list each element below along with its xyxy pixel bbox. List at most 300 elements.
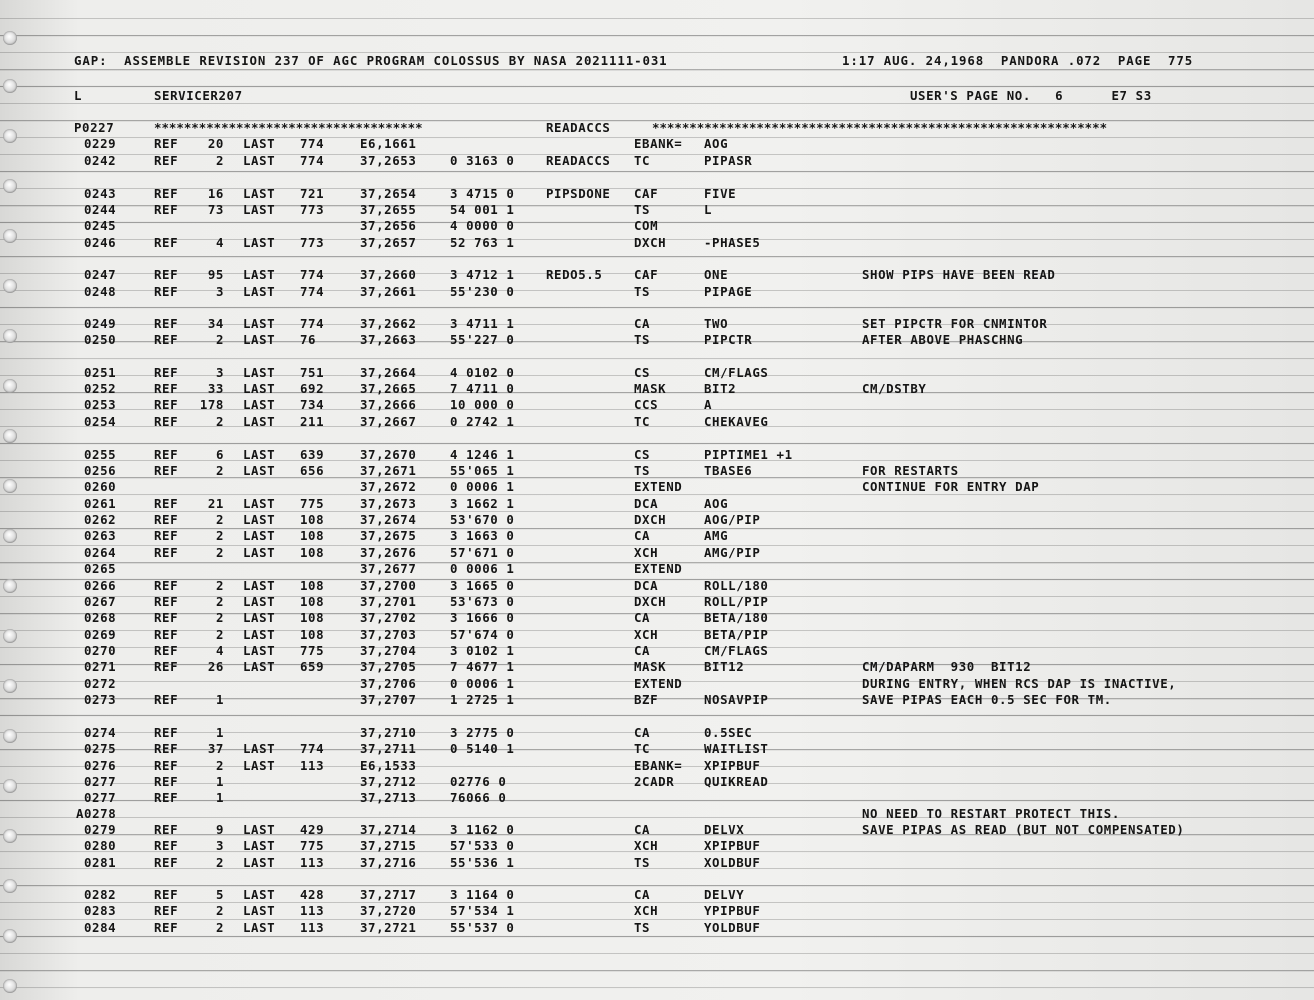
row-line-number: A0278 [76,806,117,821]
header-line-1 [0,53,1314,69]
row-last-page: 108 [300,594,325,609]
row-address: 37,2705 [360,659,417,674]
row-address: 37,2701 [360,594,417,609]
row-ref-count: 73 [207,202,224,217]
listing-row [0,512,1314,528]
row-ref-label: REF [154,627,179,642]
row-last-page: 113 [300,758,325,773]
row-operand: AOG/PIP [704,512,761,527]
row-opcode: CAF [634,186,659,201]
row-octal-word: 3 4712 1 [450,267,515,282]
row-ref-count: 2 [215,610,224,625]
listing-row [0,479,1314,495]
row-ref-count: 1 [215,692,224,707]
row-line-number: 0279 [84,822,117,837]
row-last-page: 113 [300,855,325,870]
listing-row [0,774,1314,790]
row-operand: L [704,202,713,217]
row-comment: FOR RESTARTS [862,463,959,478]
row-octal-word: 0 3163 0 [450,153,515,168]
row-line-number: 0245 [84,218,117,233]
row-last-label: LAST [243,758,276,773]
row-octal-word: 55'065 1 [450,463,515,478]
listing-row [0,397,1314,413]
row-last-label: LAST [243,136,276,151]
row-opcode: DXCH [634,235,667,250]
row-operand: BIT2 [704,381,737,396]
row-ref-count: 37 [207,741,224,756]
banner-line [0,120,1314,136]
row-operand: BETA/PIP [704,627,769,642]
row-last-label: LAST [243,741,276,756]
row-opcode: EBANK= [634,758,683,773]
row-operand: 0.5SEC [704,725,753,740]
row-last-label: LAST [243,838,276,853]
row-operand: AOG [704,496,729,511]
row-opcode: MASK [634,381,667,396]
row-line-number: 0243 [84,186,117,201]
row-opcode: MASK [634,659,667,674]
row-line-number: 0268 [84,610,117,625]
row-octal-word: 3 1162 0 [450,822,515,837]
row-last-page: 76 [300,332,317,347]
banner-stars-right: ************************************************************* [652,120,1108,135]
row-ref-count: 21 [207,496,224,511]
row-ref-label: REF [154,136,179,151]
row-last-label: LAST [243,381,276,396]
row-last-label: LAST [243,153,276,168]
row-octal-word: 3 4711 1 [450,316,515,331]
row-address: 37,2665 [360,381,417,396]
row-line-number: 0264 [84,545,117,560]
row-last-page: 734 [300,397,325,412]
row-opcode: DXCH [634,512,667,527]
row-opcode: CA [634,643,651,658]
row-opcode: CA [634,610,651,625]
row-ref-count: 2 [215,153,224,168]
row-operand: YOLDBUF [704,920,761,935]
row-octal-word: 53'673 0 [450,594,515,609]
listing-row [0,316,1314,332]
row-ref-label: REF [154,774,179,789]
row-ref-count: 34 [207,316,224,331]
row-last-label: LAST [243,920,276,935]
row-operand: PIPASR [704,153,753,168]
row-ref-label: REF [154,447,179,462]
row-octal-word: 3 2775 0 [450,725,515,740]
row-octal-word: 4 0000 0 [450,218,515,233]
row-ref-label: REF [154,903,179,918]
row-line-number: 0283 [84,903,117,918]
row-ref-label: REF [154,822,179,837]
row-line-number: 0249 [84,316,117,331]
row-line-number: 0282 [84,887,117,902]
row-opcode: TC [634,414,651,429]
row-octal-word: 0 0006 1 [450,676,515,691]
row-ref-count: 95 [207,267,224,282]
row-last-page: 721 [300,186,325,201]
row-last-page: 108 [300,627,325,642]
listing-row [0,676,1314,692]
row-octal-word: 53'670 0 [450,512,515,527]
row-ref-count: 3 [215,284,224,299]
row-octal-word: 55'230 0 [450,284,515,299]
row-last-page: 774 [300,284,325,299]
row-comment: CM/DSTBY [862,381,927,396]
row-octal-word: 55'537 0 [450,920,515,935]
row-line-number: 0263 [84,528,117,543]
row-symbol-label: PIPSDONE [546,186,611,201]
row-address: 37,2677 [360,561,417,576]
row-symbol-label: READACCS [546,153,611,168]
row-address: 37,2711 [360,741,417,756]
row-last-page: 108 [300,528,325,543]
listing-row [0,790,1314,806]
row-ref-label: REF [154,855,179,870]
row-last-page: 113 [300,903,325,918]
row-last-label: LAST [243,578,276,593]
row-ref-label: REF [154,365,179,380]
row-last-page: 774 [300,136,325,151]
row-ref-count: 2 [215,855,224,870]
row-line-number: 0271 [84,659,117,674]
row-ref-count: 4 [215,643,224,658]
row-ref-count: 2 [215,578,224,593]
row-opcode: CAF [634,267,659,282]
row-operand: PIPAGE [704,284,753,299]
row-last-page: 774 [300,153,325,168]
row-ref-count: 2 [215,627,224,642]
row-last-label: LAST [243,528,276,543]
listing-row [0,758,1314,774]
row-comment: DURING ENTRY, WHEN RCS DAP IS INACTIVE, [862,676,1177,691]
listing-row [0,381,1314,397]
listing-row [0,447,1314,463]
row-address: 37,2714 [360,822,417,837]
row-address: 37,2670 [360,447,417,462]
row-line-number: 0274 [84,725,117,740]
row-operand: ROLL/180 [704,578,769,593]
row-operand: ONE [704,267,729,282]
row-opcode: CCS [634,397,659,412]
row-ref-count: 4 [215,235,224,250]
row-octal-word: 57'533 0 [450,838,515,853]
row-ref-count: 2 [215,414,224,429]
listing-row [0,920,1314,936]
row-comment: SET PIPCTR FOR CNMINTOR [862,316,1048,331]
row-address: 37,2666 [360,397,417,412]
row-octal-word: 55'536 1 [450,855,515,870]
row-address: 37,2676 [360,545,417,560]
row-line-number: 0254 [84,414,117,429]
listing-row [0,332,1314,348]
row-ref-count: 2 [215,512,224,527]
row-last-label: LAST [243,235,276,250]
row-line-number: 0250 [84,332,117,347]
row-octal-word: 57'671 0 [450,545,515,560]
row-line-number: 0284 [84,920,117,935]
row-operand: PIPCTR [704,332,753,347]
row-operand: -PHASE5 [704,235,761,250]
row-ref-count: 2 [215,920,224,935]
row-last-page: 751 [300,365,325,380]
row-opcode: CA [634,316,651,331]
row-address: 37,2653 [360,153,417,168]
row-address: 37,2672 [360,479,417,494]
row-opcode: TC [634,741,651,756]
row-last-page: 774 [300,741,325,756]
row-ref-label: REF [154,267,179,282]
row-opcode: EXTEND [634,676,683,691]
row-operand: XPIPBUF [704,838,761,853]
row-operand: FIVE [704,186,737,201]
row-operand: AOG [704,136,729,151]
row-operand: TWO [704,316,729,331]
banner-title: READACCS [546,120,611,135]
listing-row [0,692,1314,708]
row-ref-label: REF [154,284,179,299]
row-operand: XPIPBUF [704,758,761,773]
row-last-label: LAST [243,496,276,511]
row-last-page: 659 [300,659,325,674]
row-line-number: 0265 [84,561,117,576]
row-octal-word: 3 1666 0 [450,610,515,625]
row-ref-label: REF [154,202,179,217]
row-operand: AMG [704,528,729,543]
row-ref-count: 20 [207,136,224,151]
row-ref-label: REF [154,528,179,543]
row-comment: SAVE PIPAS EACH 0.5 SEC FOR TM. [862,692,1112,707]
row-last-page: 774 [300,316,325,331]
row-octal-word: 55'227 0 [450,332,515,347]
row-last-label: LAST [243,186,276,201]
listing-row [0,528,1314,544]
row-line-number: 0272 [84,676,117,691]
header-timestamp-page: 1:17 AUG. 24,1968 PANDORA .072 PAGE 775 [842,53,1194,68]
listing-row [0,186,1314,202]
row-last-label: LAST [243,627,276,642]
row-address: 37,2673 [360,496,417,511]
row-address: 37,2704 [360,643,417,658]
row-last-label: LAST [243,463,276,478]
row-line-number: 0273 [84,692,117,707]
row-opcode: XCH [634,627,659,642]
row-operand: TBASE6 [704,463,753,478]
row-comment: NO NEED TO RESTART PROTECT THIS. [862,806,1120,821]
row-octal-word: 52 763 1 [450,235,515,250]
row-last-label: LAST [243,822,276,837]
header-assembly-title: GAP: ASSEMBLE REVISION 237 OF AGC PROGRAM COLOSSUS BY NASA 2021111-031 [74,53,668,68]
listing-row [0,594,1314,610]
row-address: E6,1533 [360,758,417,773]
row-ref-count: 178 [199,397,224,412]
row-ref-label: REF [154,887,179,902]
listing-row [0,267,1314,283]
row-ref-label: REF [154,332,179,347]
listing-row [0,136,1314,152]
row-last-page: 775 [300,643,325,658]
row-address: 37,2657 [360,235,417,250]
row-octal-word: 3 1665 0 [450,578,515,593]
row-ref-count: 2 [215,528,224,543]
row-last-page: 639 [300,447,325,462]
row-address: 37,2655 [360,202,417,217]
row-octal-word: 7 4677 1 [450,659,515,674]
row-comment: SHOW PIPS HAVE BEEN READ [862,267,1056,282]
row-opcode: TS [634,855,651,870]
row-operand: BIT12 [704,659,745,674]
row-address: 37,2715 [360,838,417,853]
row-line-number: 0229 [84,136,117,151]
row-last-page: 773 [300,235,325,250]
listing-row [0,153,1314,169]
row-last-page: 108 [300,545,325,560]
row-last-label: LAST [243,887,276,902]
row-last-page: 113 [300,920,325,935]
row-ref-label: REF [154,920,179,935]
row-last-label: LAST [243,332,276,347]
row-operand: QUIKREAD [704,774,769,789]
listing-row [0,855,1314,871]
listing-row [0,218,1314,234]
row-last-page: 108 [300,578,325,593]
row-octal-word: 1 2725 1 [450,692,515,707]
row-address: 37,2675 [360,528,417,543]
row-line-number: 0276 [84,758,117,773]
row-ref-count: 2 [215,463,224,478]
row-operand: CHEKAVEG [704,414,769,429]
row-ref-label: REF [154,838,179,853]
row-opcode: XCH [634,838,659,853]
listing-row [0,643,1314,659]
row-opcode: EXTEND [634,561,683,576]
row-opcode: DXCH [634,594,667,609]
row-operand: PIPTIME1 +1 [704,447,793,462]
listing-row [0,284,1314,300]
row-opcode: TS [634,920,651,935]
row-line-number: 0248 [84,284,117,299]
row-ref-count: 33 [207,381,224,396]
banner-stars-left: ************************************ [154,120,423,135]
row-line-number: 0246 [84,235,117,250]
row-address: 37,2713 [360,790,417,805]
row-last-label: LAST [243,610,276,625]
row-address: 37,2710 [360,725,417,740]
row-ref-count: 1 [215,790,224,805]
row-operand: CM/FLAGS [704,643,769,658]
row-address: 37,2707 [360,692,417,707]
row-address: 37,2667 [360,414,417,429]
row-address: 37,2706 [360,676,417,691]
row-operand: WAITLIST [704,741,769,756]
row-line-number: 0260 [84,479,117,494]
listing-row [0,365,1314,381]
row-ref-label: REF [154,153,179,168]
row-ref-count: 3 [215,838,224,853]
row-last-page: 428 [300,887,325,902]
row-octal-word: 10 000 0 [450,397,515,412]
row-last-label: LAST [243,202,276,217]
row-last-label: LAST [243,545,276,560]
listing-row [0,838,1314,854]
row-line-number: 0262 [84,512,117,527]
row-opcode: TS [634,284,651,299]
listing-row [0,578,1314,594]
row-line-number: 0253 [84,397,117,412]
row-last-page: 774 [300,267,325,282]
banner-line-number: P0227 [74,120,115,135]
row-octal-word: 7 4711 0 [450,381,515,396]
row-octal-word: 3 4715 0 [450,186,515,201]
row-last-label: LAST [243,447,276,462]
row-address: 37,2654 [360,186,417,201]
listing-row [0,741,1314,757]
row-operand: CM/FLAGS [704,365,769,380]
row-ref-count: 2 [215,903,224,918]
row-last-page: 775 [300,838,325,853]
row-last-page: 429 [300,822,325,837]
row-last-label: LAST [243,594,276,609]
row-ref-label: REF [154,496,179,511]
row-address: 37,2660 [360,267,417,282]
listing-row [0,725,1314,741]
row-line-number: 0242 [84,153,117,168]
row-address: 37,2674 [360,512,417,527]
row-opcode: CA [634,887,651,902]
row-opcode: DCA [634,496,659,511]
row-ref-count: 26 [207,659,224,674]
row-last-label: LAST [243,397,276,412]
row-octal-word: 57'674 0 [450,627,515,642]
row-octal-word: 0 0006 1 [450,479,515,494]
row-address: 37,2664 [360,365,417,380]
row-operand: DELVX [704,822,745,837]
row-opcode: CS [634,447,651,462]
row-last-page: 211 [300,414,325,429]
row-last-page: 656 [300,463,325,478]
listing-row [0,463,1314,479]
row-ref-count: 9 [215,822,224,837]
row-last-label: LAST [243,659,276,674]
listing-row [0,887,1314,903]
row-line-number: 0252 [84,381,117,396]
row-symbol-label: REDO5.5 [546,267,603,282]
header-module-name: SERVICER207 [154,88,243,103]
header-user-page: USER'S PAGE NO. 6 E7 S3 [910,88,1152,103]
row-opcode: CA [634,725,651,740]
row-ref-count: 16 [207,186,224,201]
row-ref-label: REF [154,235,179,250]
row-opcode: DCA [634,578,659,593]
row-opcode: EBANK= [634,136,683,151]
row-operand: YPIPBUF [704,903,761,918]
row-line-number: 0244 [84,202,117,217]
row-address: 37,2716 [360,855,417,870]
row-octal-word: 02776 0 [450,774,507,789]
row-octal-word: 76066 0 [450,790,507,805]
row-ref-label: REF [154,594,179,609]
listing-row [0,545,1314,561]
row-octal-word: 3 1662 1 [450,496,515,511]
row-ref-label: REF [154,725,179,740]
row-address: 37,2717 [360,887,417,902]
row-address: 37,2712 [360,774,417,789]
row-last-page: 108 [300,512,325,527]
row-ref-count: 2 [215,758,224,773]
row-ref-label: REF [154,381,179,396]
row-line-number: 0266 [84,578,117,593]
row-ref-label: REF [154,659,179,674]
